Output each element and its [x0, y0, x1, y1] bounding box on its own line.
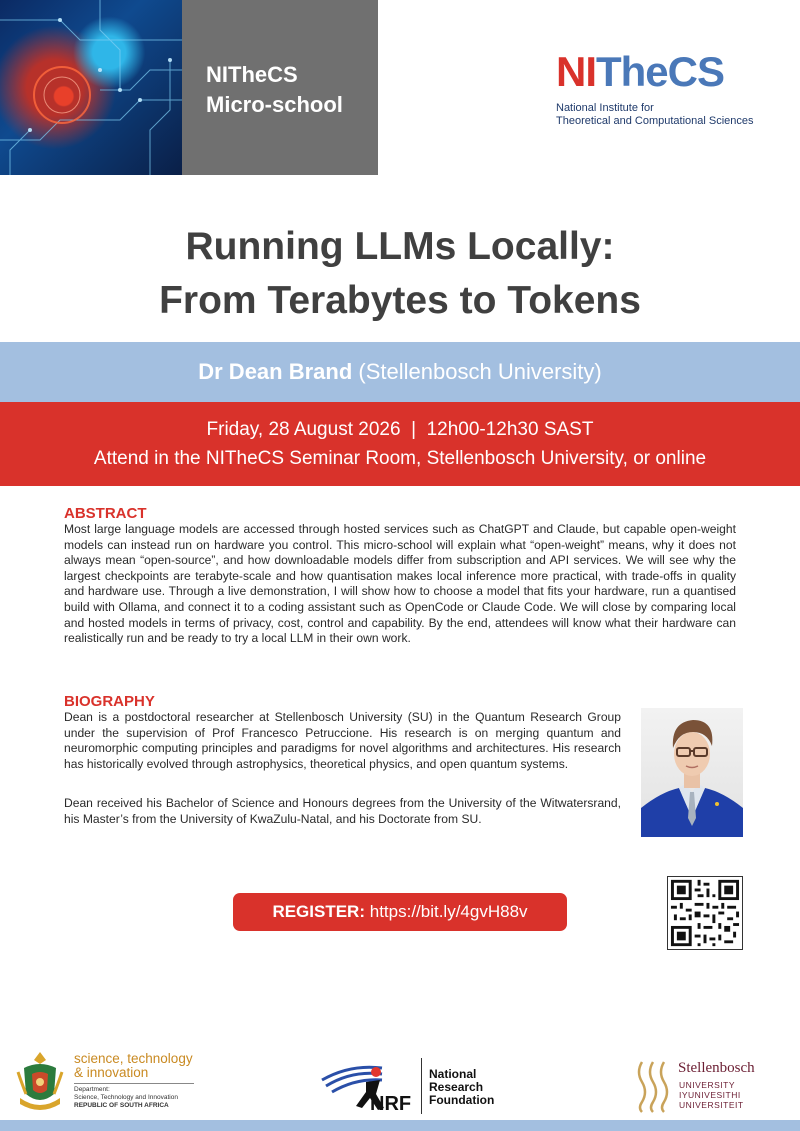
logo-sub-line-1: National Institute for [556, 102, 654, 114]
speaker-portrait [641, 708, 743, 837]
su-line-1: UNIVERSITY [679, 1080, 736, 1090]
event-band [0, 402, 800, 486]
registration-qr-code[interactable] [667, 876, 743, 950]
register-button[interactable] [233, 893, 567, 931]
su-line-2: IYUNIVESITHI [679, 1090, 741, 1100]
nrf-logo [320, 1058, 520, 1114]
portrait-illustration [641, 708, 743, 837]
logo-sub-line-2: Theoretical and Computational Sciences [556, 115, 754, 127]
stellenbosch-emblem-icon [634, 1058, 672, 1114]
dsti-name-line-1: science, technology [74, 1051, 193, 1066]
su-subtitle [679, 1080, 744, 1110]
nrf-line-1: National [429, 1067, 477, 1081]
nrf-line-3: Foundation [429, 1093, 495, 1107]
speaker-band [0, 342, 800, 402]
dsti-dept-line-2: Science, Technology and Innovation [74, 1094, 178, 1101]
hero-tech-image [0, 0, 182, 175]
dsti-dept-line-1: Department: [74, 1086, 110, 1093]
nrf-mark-text: NRF [370, 1093, 412, 1114]
speaker-affiliation: (Stellenbosch University) [358, 359, 602, 384]
title-line-2: From Terabytes to Tokens [159, 279, 641, 322]
nrf-name [429, 1068, 494, 1107]
talk-title [0, 220, 800, 328]
micro-school-title [206, 60, 343, 120]
event-venue: Attend in the NITheCS Seminar Room, Stellenbosch University, or online [93, 448, 707, 469]
biography-paragraph-2: Dean received his Bachelor of Science and Honours degrees from the University of the Witwatersrand, his Master’s from the University of KwaZulu-Natal, and his Doctorate from SU. [64, 796, 621, 826]
abstract-text: Most large language models are accessed through hosted services such as ChatGPT and Claude, but capable open-weight models can instead run on hardware you control. This micro-school will explain what “open-weight” means, why it does not always mean “open-source”, and how downloadable models differ from subscription and API services. We will see why the largest checkpoints are terabyte-scale and how quantisation makes local inference more practical, with trade-offs in quality and hardware use. Through a live demonstration, I will show how to choose a model that fits your hardware, run a quantised build with Ollama, and connect it to a coding assistant such as OpenCode or Claude Code. We will close by comparing local and hosted models in terms of privacy, cost, control and capability. By the end, attendees will know what their hardware can realistically run and be ready to try a local LLM in their own work. [64, 522, 736, 646]
dsti-name-line-2: & innovation [74, 1065, 149, 1080]
su-name: Stellenbosch [678, 1060, 755, 1076]
biography-paragraph-1: Dean is a postdoctoral researcher at Stellenbosch University (SU) in the Quantum Research Group under the supervision of Prof Francesco Petruccione. His research is on merging quantum and neuromorphic computing principles and paradigms for novel algorithms and architectures. His research has historically evolved through astrophysics, theoretical physics, and open quantum systems. [64, 710, 621, 771]
dsti-country: REPUBLIC OF SOUTH AFRICA [74, 1102, 169, 1109]
event-datetime: Friday, 28 August 2026 | 12h00-12h30 SAST [206, 419, 594, 440]
dsti-divider [74, 1083, 194, 1084]
biography-heading: BIOGRAPHY [64, 693, 155, 710]
school-line-2: Micro-school [206, 92, 343, 117]
nrf-mark-icon [320, 1058, 418, 1114]
dsti-dept-line-3 [74, 1102, 178, 1110]
nithecs-subtitle [556, 102, 756, 128]
bottom-bar [0, 1120, 800, 1131]
nithecs-wordmark [556, 50, 756, 94]
register-url: https://bit.ly/4gvH88v [369, 902, 528, 921]
nrf-divider [421, 1058, 422, 1114]
dsti-logo [16, 1050, 216, 1118]
dsti-name [74, 1052, 193, 1080]
coat-of-arms-icon [16, 1050, 64, 1114]
circuit-pattern [0, 0, 182, 175]
stellenbosch-logo [634, 1058, 794, 1114]
title-line-1: Running LLMs Locally: [185, 225, 615, 268]
school-line-1: NITheCS [206, 62, 298, 87]
dsti-department [74, 1086, 178, 1110]
micro-school-box [182, 0, 378, 175]
logo-ni: NI [556, 48, 596, 95]
speaker-name: Dr Dean Brand [198, 359, 353, 384]
nrf-line-2: Research [429, 1080, 484, 1094]
nithecs-logo [556, 50, 756, 128]
abstract-heading: ABSTRACT [64, 505, 147, 522]
su-line-3: UNIVERSITEIT [679, 1100, 744, 1110]
logo-thecs: TheCS [596, 48, 725, 95]
qr-pattern [668, 877, 742, 949]
register-label: REGISTER: [272, 902, 365, 921]
